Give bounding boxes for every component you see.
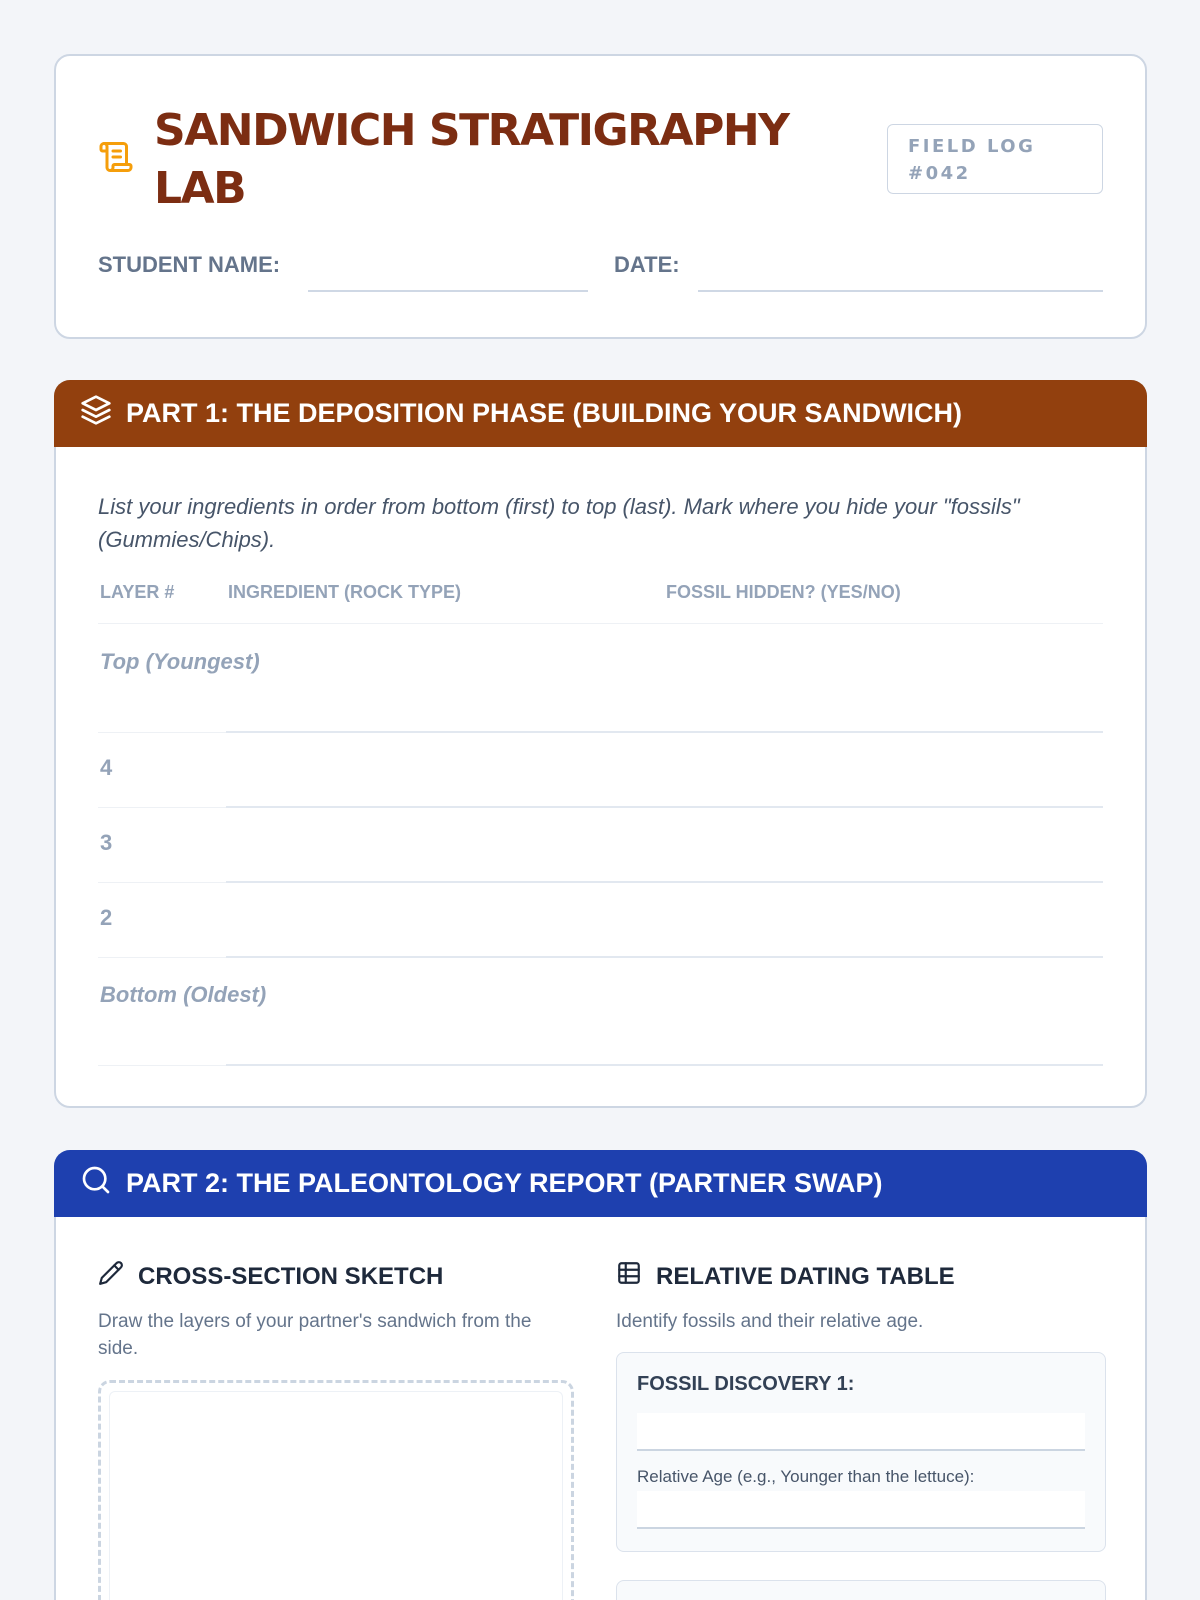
part2-header bbox=[54, 1150, 1147, 1217]
table-row[interactable] bbox=[98, 958, 1103, 1066]
student-name-field[interactable] bbox=[308, 290, 588, 292]
part1-card bbox=[54, 380, 1147, 1108]
layer-label: 3 bbox=[100, 830, 113, 855]
part1-instructions: List your ingredients in order from bottom (first) to top (last). Mark where you hide your "fossils" (Gummies/Chips). bbox=[98, 494, 1020, 552]
relative-age-input[interactable] bbox=[637, 1491, 1085, 1529]
layer-label: 4 bbox=[100, 755, 113, 780]
table-icon bbox=[616, 1260, 656, 1293]
sketch-area[interactable] bbox=[98, 1380, 574, 1600]
sketch-description: Draw the layers of your partner's sandwich from the side. bbox=[98, 1311, 532, 1359]
sketch-heading bbox=[98, 1260, 443, 1293]
column-header-ingredient: INGREDIENT (ROCK TYPE) bbox=[228, 582, 462, 602]
layers-icon bbox=[80, 394, 126, 433]
pencil-icon bbox=[98, 1260, 138, 1293]
dating-title: RELATIVE DATING TABLE bbox=[656, 1262, 955, 1290]
part1-title: PART 1: THE DEPOSITION PHASE (BUILDING YOUR SANDWICH) bbox=[126, 398, 963, 428]
table-row[interactable] bbox=[98, 625, 1103, 733]
sketch-canvas[interactable] bbox=[109, 1391, 563, 1600]
table-row[interactable] bbox=[98, 883, 1103, 958]
fossil-discovery-card-2 bbox=[616, 1580, 1106, 1600]
date-label: DATE: bbox=[614, 252, 680, 277]
row-input-line bbox=[226, 1064, 1103, 1066]
dating-heading bbox=[616, 1260, 955, 1293]
relative-age-label: Relative Age (e.g., Younger than the lettuce): bbox=[637, 1467, 975, 1486]
scroll-icon bbox=[98, 139, 134, 175]
sketch-title: CROSS-SECTION SKETCH bbox=[138, 1262, 444, 1290]
page-title: SANDWICH STRATIGRAPHY LAB bbox=[154, 105, 789, 214]
fossil-discovery-card bbox=[616, 1352, 1106, 1552]
part2-card bbox=[54, 1150, 1147, 1600]
header-divider bbox=[98, 623, 1103, 624]
part2-title: PART 2: THE PALEONTOLOGY REPORT (PARTNER SWAP) bbox=[126, 1168, 883, 1198]
layer-label: Top (Youngest) bbox=[100, 649, 260, 674]
fossil-name-input[interactable] bbox=[637, 1413, 1085, 1451]
layer-label: Bottom (Oldest) bbox=[100, 982, 267, 1007]
date-field[interactable] bbox=[698, 290, 1103, 292]
field-log-badge: FIELD LOG #042 bbox=[887, 124, 1103, 194]
fossil-discovery-title: FOSSIL DISCOVERY 1: bbox=[637, 1373, 855, 1395]
row-divider bbox=[98, 1065, 226, 1066]
header-card bbox=[54, 54, 1147, 339]
search-icon bbox=[80, 1164, 126, 1203]
title-row bbox=[98, 102, 1103, 222]
student-name-label: STUDENT NAME: bbox=[98, 252, 281, 277]
part1-header bbox=[54, 380, 1147, 447]
dating-description: Identify fossils and their relative age. bbox=[616, 1311, 924, 1332]
column-header-fossil: FOSSIL HIDDEN? (YES/NO) bbox=[666, 582, 901, 602]
layer-label: 2 bbox=[100, 905, 113, 930]
name-date-row bbox=[98, 252, 1103, 296]
column-header-layer: LAYER # bbox=[100, 582, 175, 602]
table-row[interactable] bbox=[98, 733, 1103, 808]
table-row[interactable] bbox=[98, 808, 1103, 883]
